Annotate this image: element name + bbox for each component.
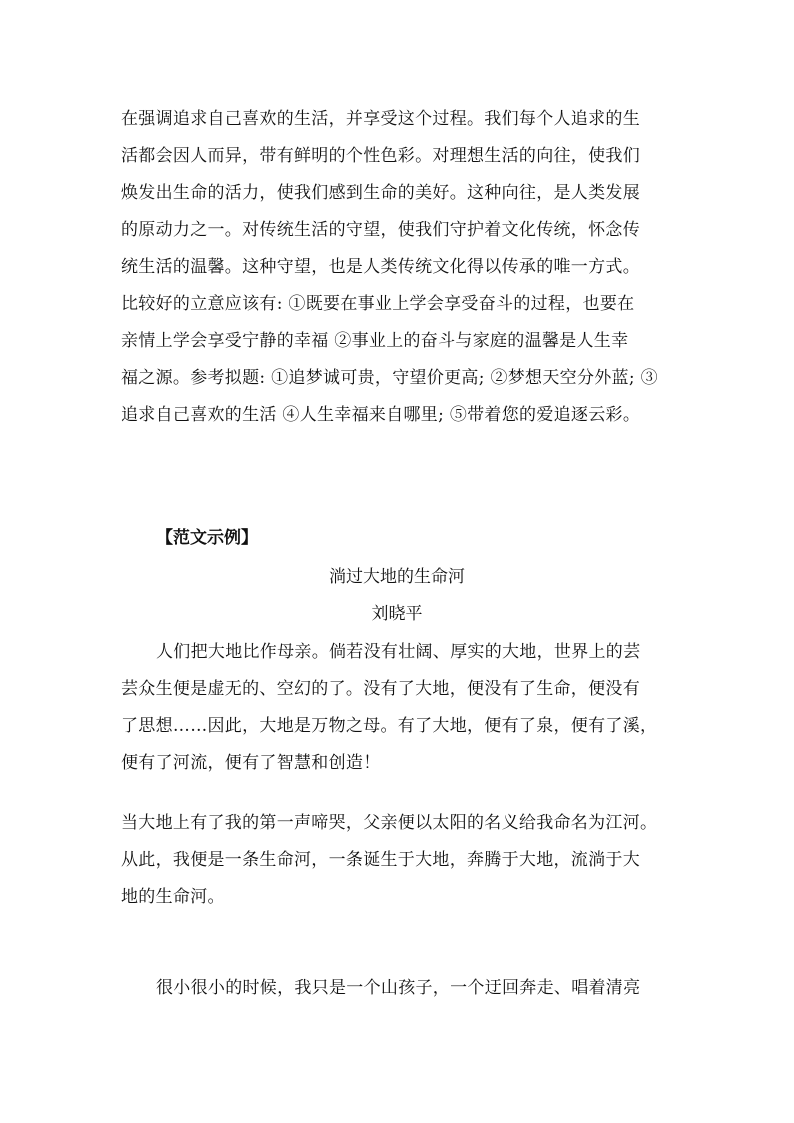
essay-line-8: 很小很小的时候，我只是一个山孩子，一个迂回奔走、唱着清亮 bbox=[156, 978, 641, 998]
essay-line-4: 便有了河流，便有了智慧和创造！ bbox=[121, 753, 381, 773]
analysis-line-1: 在强调追求自己喜欢的生活，并享受这个过程。我们每个人追求的生 bbox=[121, 109, 640, 129]
analysis-line-5: 统生活的温馨。这种守望，也是人类传统文化得以传承的唯一方式。 bbox=[121, 257, 640, 277]
analysis-line-2: 活都会因人而异，带有鲜明的个性色彩。对理想生活的向往，使我们 bbox=[121, 146, 640, 166]
essay-line-2: 芸众生便是虚无的、空幻的了。没有了大地，便没有了生命，便没有 bbox=[121, 679, 640, 699]
sample-heading: 【范文示例】 bbox=[156, 528, 258, 548]
essay-line-1: 人们把大地比作母亲。倘若没有壮阔、厚实的大地，世界上的芸 bbox=[156, 642, 641, 662]
essay-line-6: 从此，我便是一条生命河，一条诞生于大地，奔腾于大地，流淌于大 bbox=[121, 850, 640, 870]
essay-line-5: 当大地上有了我的第一声啼哭，父亲便以太阳的名义给我命名为江河。 bbox=[121, 813, 658, 833]
analysis-line-3: 焕发出生命的活力，使我们感到生命的美好。这种向往，是人类发展 bbox=[121, 183, 640, 203]
analysis-line-6: 比较好的立意应该有: ①既要在事业上学会享受奋斗的过程，也要在 bbox=[121, 294, 635, 314]
analysis-line-7: 亲情上学会享受宁静的幸福 ②事业上的奋斗与家庭的温馨是人生幸 bbox=[121, 331, 629, 351]
essay-title: 淌过大地的生命河 bbox=[329, 567, 465, 587]
analysis-line-9: 追求自己喜欢的生活 ④人生幸福来自哪里; ⑤带着您的爱追逐云彩。 bbox=[121, 405, 641, 425]
essay-author: 刘晓平 bbox=[371, 604, 423, 624]
analysis-line-4: 的原动力之一。对传统生活的守望，使我们守护着文化传统，怀念传 bbox=[121, 220, 640, 240]
analysis-line-8: 福之源。参考拟题: ①追梦诚可贵，守望价更高; ②梦想天空分外蓝; ③ bbox=[121, 368, 658, 388]
essay-line-7: 地的生命河。 bbox=[121, 887, 225, 907]
essay-line-3: 了思想……因此，大地是万物之母。有了大地，便有了泉，便有了溪， bbox=[121, 716, 658, 736]
